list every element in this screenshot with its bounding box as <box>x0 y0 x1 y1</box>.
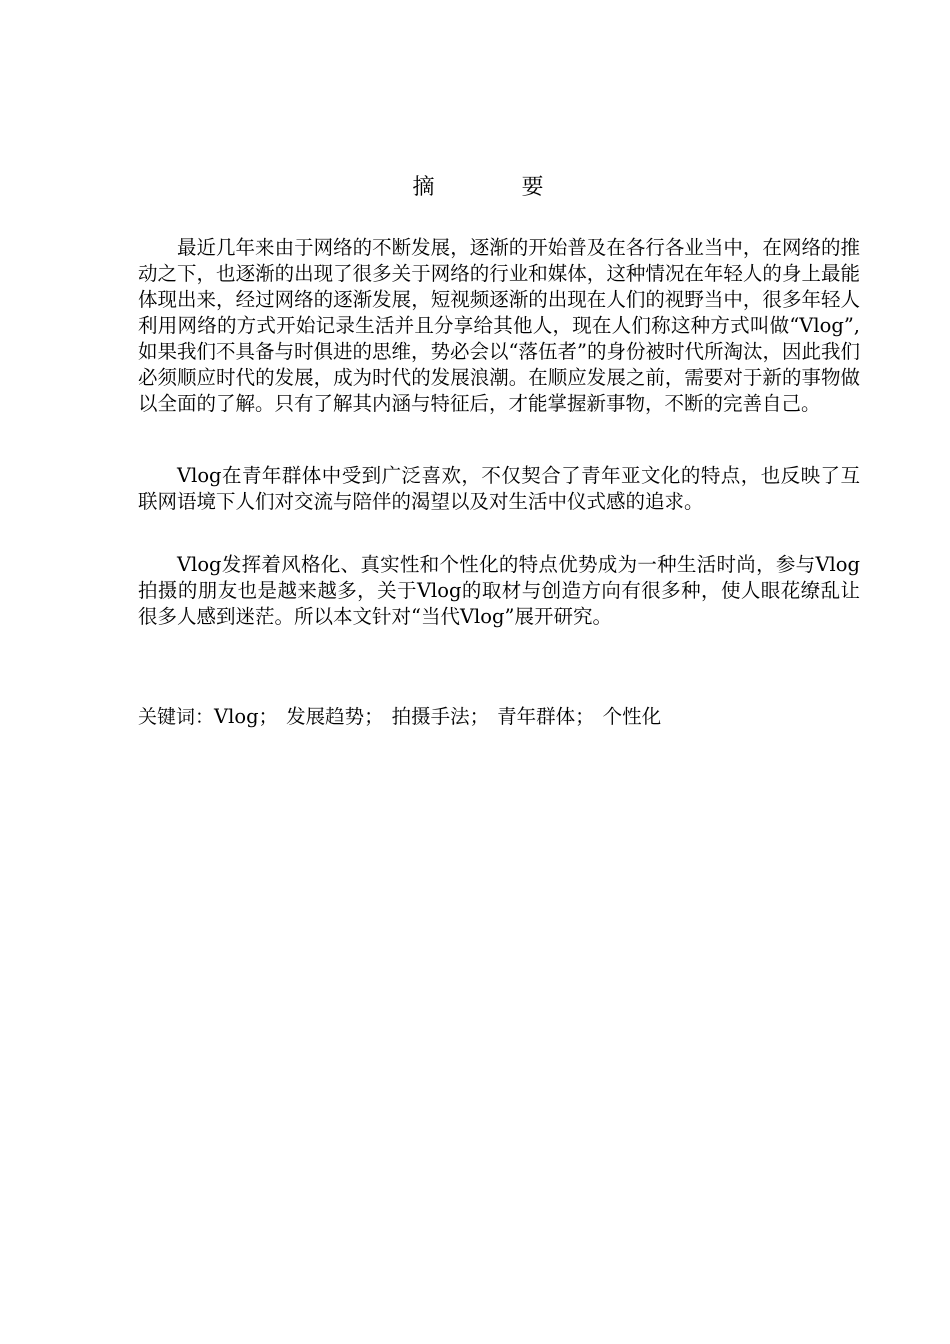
keyword-item: Vlog； <box>214 705 279 728</box>
abstract-paragraph-2: Vlog在青年群体中受到广泛喜欢，不仅契合了青年亚文化的特点，也反映了互联网语境下人们对交流与陪伴的渴望以及对生活中仪式感的追求。 <box>138 464 860 513</box>
keyword-item: 个性化 <box>602 705 662 728</box>
keywords-line <box>138 704 860 730</box>
keyword-item: 青年群体； <box>497 705 595 728</box>
keyword-item: 发展趋势； <box>286 705 384 728</box>
keyword-item: 拍摄手法； <box>391 705 490 728</box>
abstract-title: 摘 要 <box>412 175 584 200</box>
abstract-paragraph-1: 最近几年来由于网络的不断发展，逐渐的开始普及在各行各业当中，在网络的推动之下，也逐渐的出现了很多关于网络的行业和媒体，这种情况在年轻人的身上最能体现出来，经过网络的逐渐发展，短视频逐渐的出现在人们的视野当中，很多年轻人利用网络的方式开始记录生活并且分享给其他人，现在人们称这种方式叫做“Vlog”,如果我们不具备与时俱进的思维，势必会以“落伍者”的身份被时代所淘汰，因此我们必须顺应时代的发展，成为时代的发展浪潮。在顺应发展之前，需要对于新的事物做以全面的了解。只有了解其内涵与特征后，才能掌握新事物，不断的完善自己。 <box>138 236 860 415</box>
keywords-label: 关键词： <box>138 706 215 728</box>
abstract-paragraph-3: Vlog发挥着风格化、真实性和个性化的特点优势成为一种生活时尚，参与Vlog拍摄的朋友也是越来越多，关于Vlog的取材与创造方向有很多种，使人眼花缭乱让很多人感到迷茫。所以本文针对“当代Vlog”展开研究。 <box>138 553 860 628</box>
